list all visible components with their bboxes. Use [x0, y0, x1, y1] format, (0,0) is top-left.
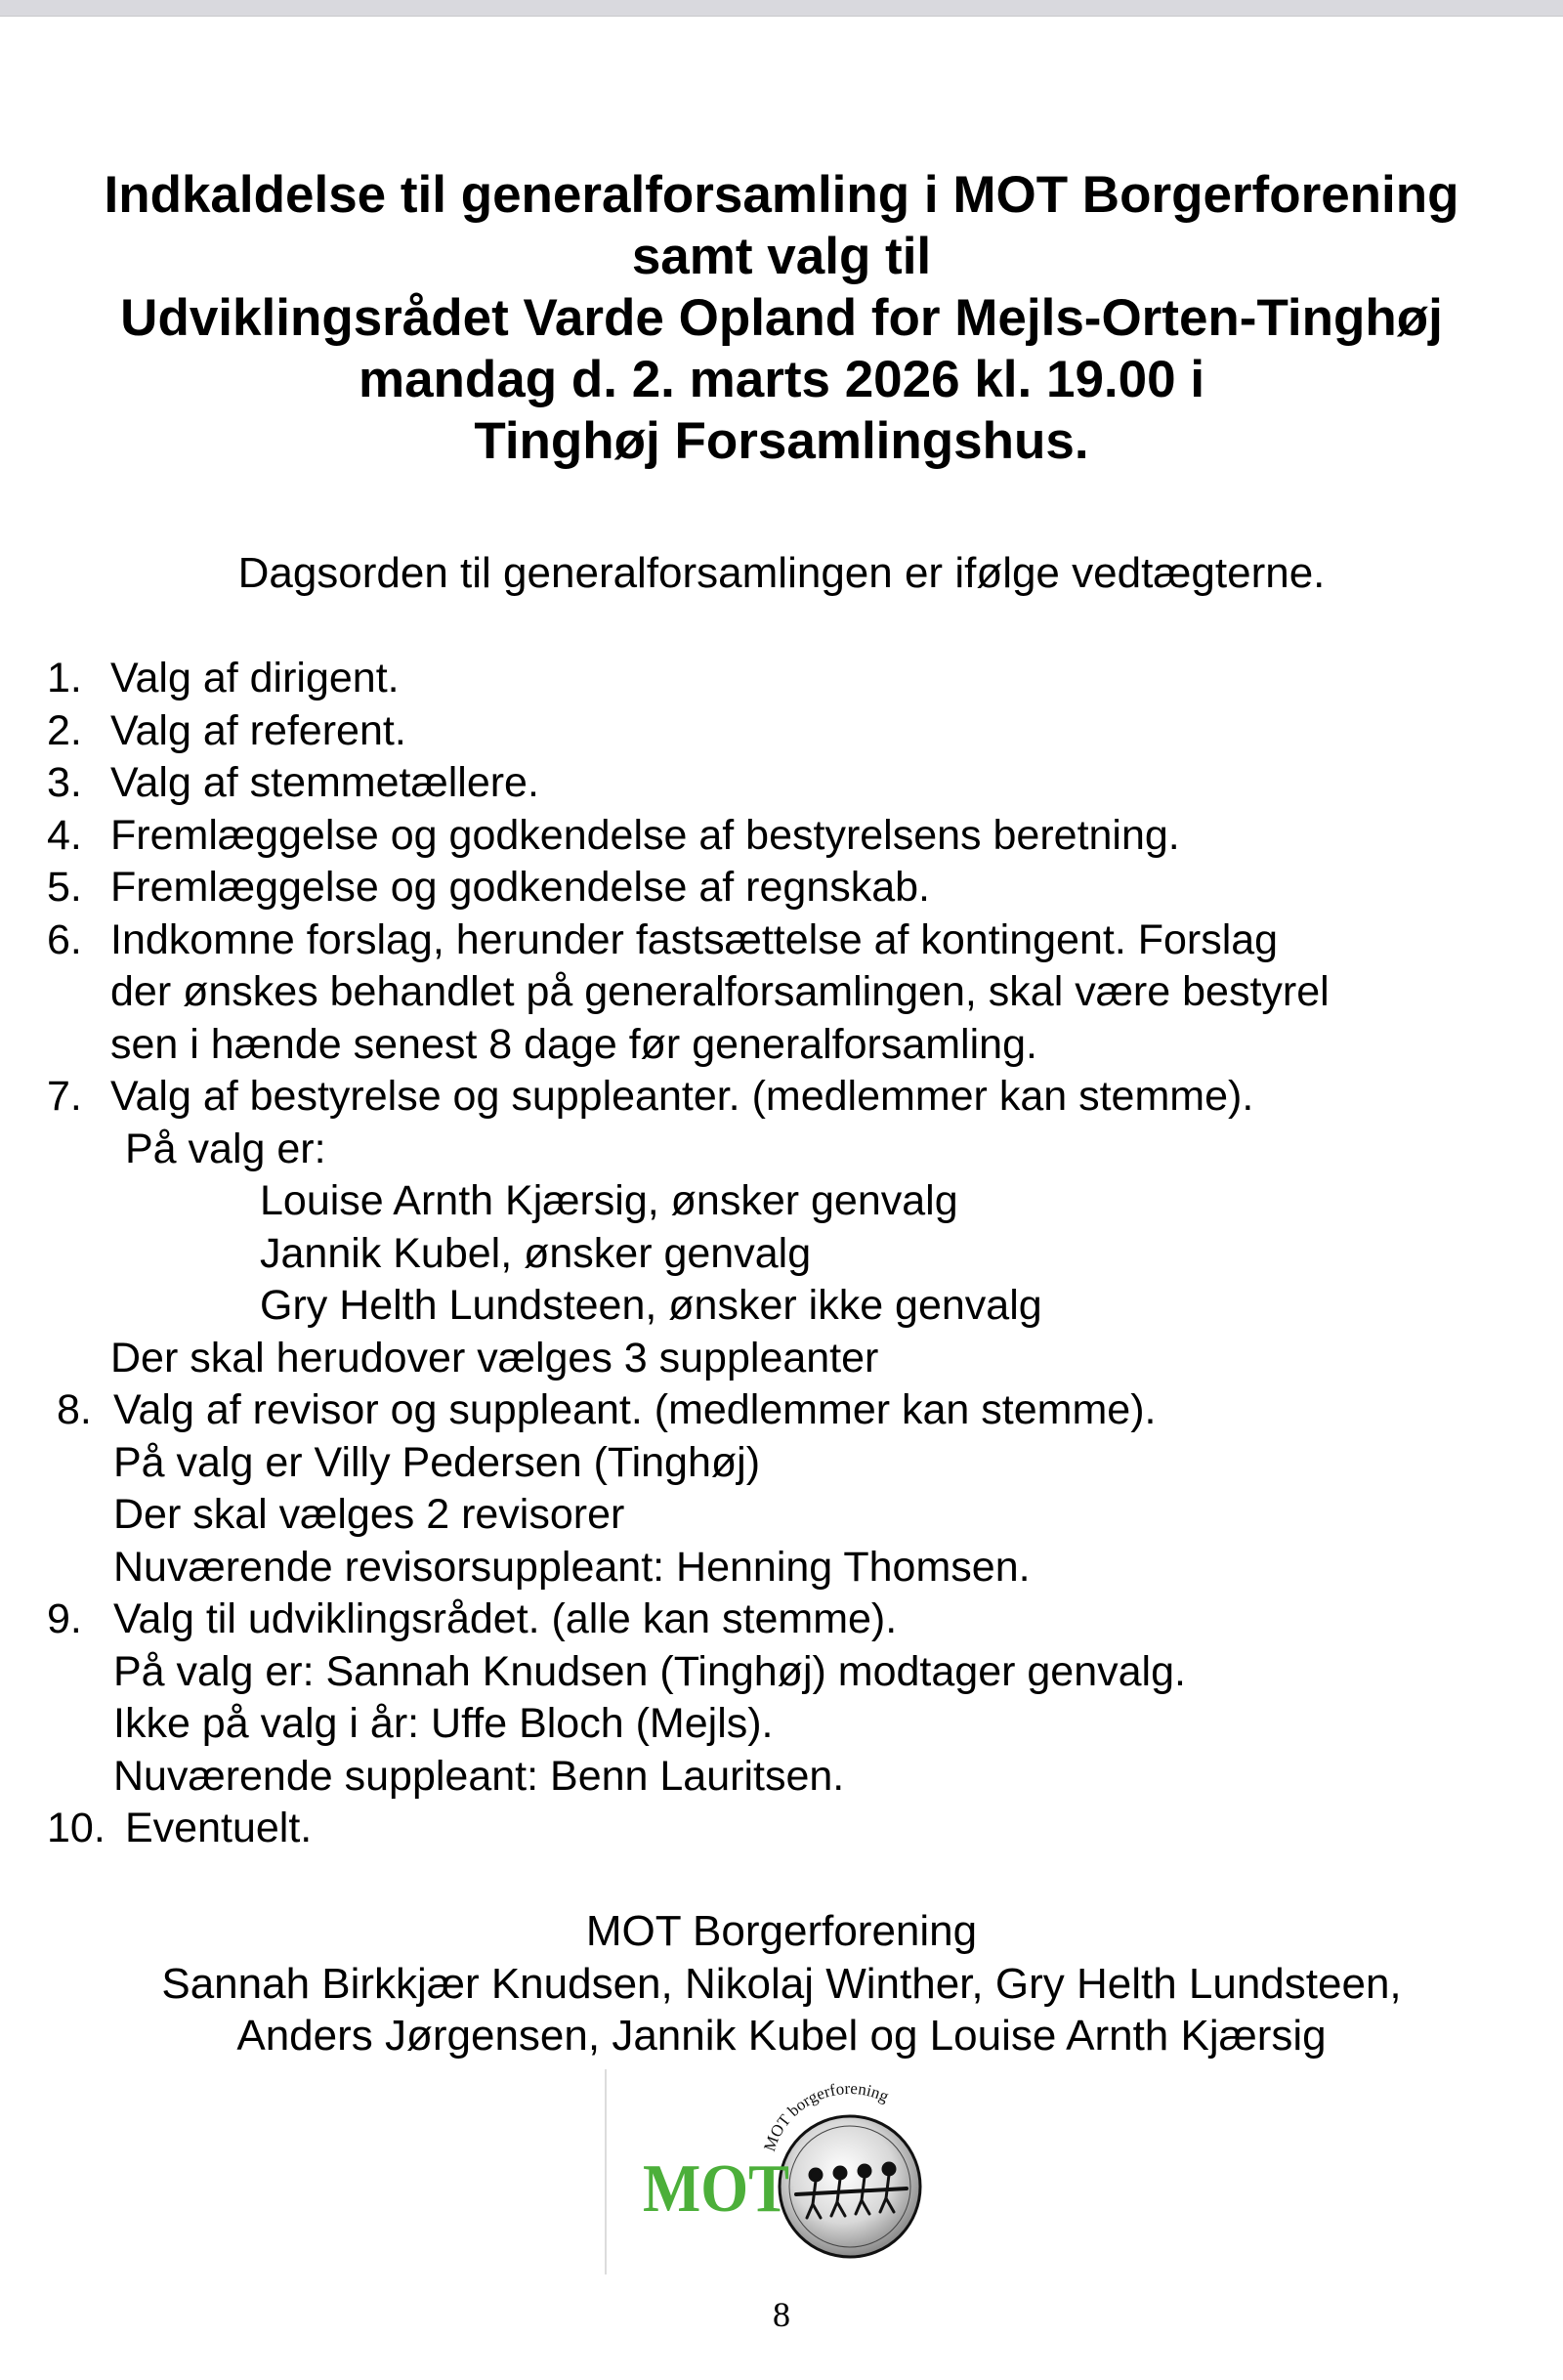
mot-logo: [635, 2079, 948, 2274]
agenda-item: [0, 1594, 1563, 1646]
agenda-item-continuation: [0, 1698, 1563, 1751]
agenda-item-continuation: [0, 1751, 1563, 1804]
agenda-item-text: Gry Helth Lundsteen, ønsker ikke genvalg: [260, 1282, 1042, 1329]
board-members-line: Anders Jørgensen, Jannik Kubel og Louise Arnth Kjærsig: [236, 2012, 1327, 2060]
agenda-item: [0, 1071, 1563, 1124]
agenda-item: [0, 705, 1563, 758]
agenda-item-continuation: [0, 1646, 1563, 1699]
title-line: Tinghøj Forsamlingshus.: [474, 412, 1089, 470]
agenda-item-text: Indkomne forslag, herunder fastsættelse af kontingent. Forslag: [110, 915, 1279, 963]
agenda-item-text: Nuværende suppleant: Benn Lauritsen.: [113, 1752, 845, 1800]
agenda-item-text: Valg af revisor og suppleant. (medlemmer kan stemme).: [113, 1386, 1157, 1433]
title-line: Udviklingsrådet Varde Opland for Mejls-Orten-Tinghøj: [120, 289, 1443, 347]
agenda-item-number: 1.: [47, 655, 82, 701]
agenda-item-text: Valg af referent.: [110, 706, 406, 754]
agenda-item: [0, 862, 1563, 914]
agenda-item-continuation: [0, 1437, 1563, 1490]
agenda-item-text: På valg er Villy Pedersen (Tinghøj): [113, 1438, 761, 1486]
agenda-item-number: 2.: [47, 706, 82, 754]
agenda-item-continuation: [0, 966, 1563, 1019]
title-line: samt valg til: [631, 228, 932, 285]
agenda-item-text: Valg af stemmetællere.: [110, 759, 539, 806]
agenda-item-number: 8.: [57, 1386, 92, 1433]
agenda-item-text: På valg er: Sannah Knudsen (Tinghøj) modtager genvalg.: [113, 1647, 1186, 1695]
agenda-item-continuation: [0, 1333, 1563, 1385]
agenda-item-continuation: [0, 1542, 1563, 1594]
agenda-item-text: Fremlæggelse og godkendelse af bestyrelsens beretning.: [110, 811, 1180, 859]
agenda-item: [0, 757, 1563, 810]
agenda-item-number: 7.: [47, 1073, 82, 1120]
agenda-item-number: 3.: [47, 759, 82, 806]
agenda-item-number: 5.: [47, 864, 82, 911]
agenda-item-text: der ønskes behandlet på generalforsamlingen, skal være bestyrel: [110, 968, 1330, 1015]
page-number: 8: [773, 2295, 790, 2334]
agenda-item: [0, 1384, 1563, 1437]
agenda-item-number: 9.: [47, 1595, 82, 1642]
agenda-item-text: Jannik Kubel, ønsker genvalg: [260, 1229, 812, 1277]
title-line: Indkaldelse til generalforsamling i MOT Borgerforening: [104, 166, 1459, 224]
organization-name: MOT Borgerforening: [585, 1907, 978, 1955]
agenda-item-continuation: [0, 1019, 1563, 1072]
signature-block: [0, 1905, 1563, 2062]
agenda-item-text: Ikke på valg i år: Uffe Bloch (Mejls).: [113, 1700, 774, 1747]
document-title: [0, 164, 1563, 472]
agenda-item: [0, 1803, 1563, 1855]
agenda-item-text: Nuværende revisorsuppleant: Henning Thomsen.: [113, 1543, 1031, 1591]
agenda-item-text: Valg til udviklingsrådet. (alle kan stemme).: [113, 1595, 898, 1642]
agenda-item-number: 6.: [47, 915, 82, 963]
agenda-item-text: Valg af bestyrelse og suppleanter. (medlemmer kan stemme).: [110, 1073, 1254, 1120]
board-members-line: Sannah Birkkjær Knudsen, Nikolaj Winther, Gry Helth Lundsteen,: [161, 1959, 1402, 2008]
agenda-item-text: Der skal vælges 2 revisorer: [113, 1491, 625, 1538]
agenda-intro: Dagsorden til generalforsamlingen er ifølge vedtægterne.: [237, 549, 1326, 597]
agenda-item-text: På valg er:: [125, 1125, 326, 1172]
agenda-item-text: Valg af dirigent.: [110, 655, 400, 701]
agenda-item-continuation: [0, 1175, 1563, 1228]
agenda-item-text: Louise Arnth Kjærsig, ønsker genvalg: [260, 1177, 958, 1224]
title-line: mandag d. 2. marts 2026 kl. 19.00 i: [358, 351, 1205, 408]
agenda-item: [0, 914, 1563, 967]
agenda-item: [0, 810, 1563, 863]
agenda-item-continuation: [0, 1228, 1563, 1281]
agenda-item-number: 4.: [47, 811, 82, 859]
agenda-item-continuation: [0, 1280, 1563, 1333]
agenda-item-number: 10.: [47, 1805, 106, 1851]
logo-wordmark: MOT: [643, 2151, 789, 2227]
agenda-item: [0, 653, 1563, 705]
agenda-item-text: sen i hænde senest 8 dage før generalforsamling.: [110, 1020, 1037, 1068]
agenda-item-text: Der skal herudover vælges 3 suppleanter: [110, 1334, 879, 1381]
agenda-item-continuation: [0, 1489, 1563, 1542]
agenda-list: [0, 653, 1563, 1855]
vertical-divider: [605, 2069, 607, 2274]
agenda-item-text: Fremlæggelse og godkendelse af regnskab.: [110, 864, 931, 911]
agenda-item-continuation: [0, 1124, 1563, 1176]
agenda-item-text: Eventuelt.: [125, 1805, 313, 1851]
logo-ring-text-path: MOT borgerforening: [760, 2079, 892, 2154]
